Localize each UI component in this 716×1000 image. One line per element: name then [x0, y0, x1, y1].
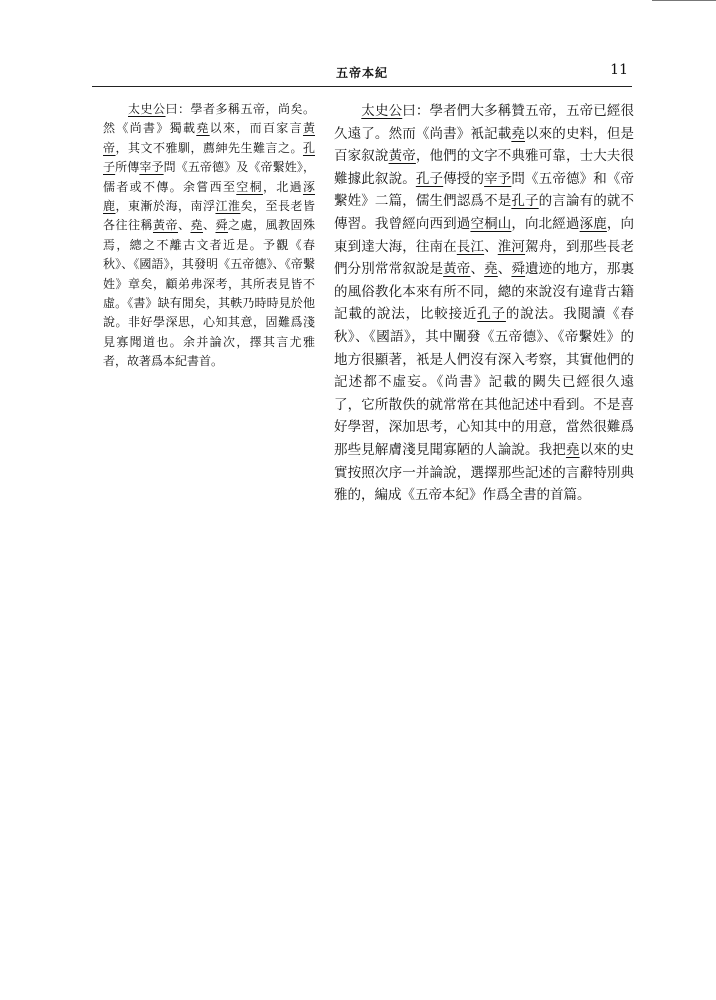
text-run: 的說法。我閱讀《春秋》、《國語》，其中闡發《五帝德》、《帝繫姓》的地方很顯著，衹是人們沒有深入考察，其實他們的記述都不虛妄。《尚書》記載的闕失已經很久遠了，它所散佚的就常常在其他記述中看到。不是喜好學習，深加思考，心知其中的用意，當然很難爲那些見解膚淺見聞寡陋的人論說。我把 — [334, 306, 635, 458]
proper-noun: 江淮 — [215, 199, 241, 214]
text-run: ，其文不雅馴，薦紳先生難言之。 — [115, 140, 303, 155]
proper-noun: 黃帝 — [152, 218, 178, 233]
text-run: 、 — [497, 261, 512, 278]
proper-noun: 堯 — [196, 121, 210, 136]
text-run: 的言論有的就不傳習。我曾經向西到過 — [334, 193, 635, 232]
text-run: 、 — [177, 218, 191, 233]
text-run: 問《五帝德》及《帝繫姓》，儒者或不傳。余嘗西至 — [103, 160, 315, 194]
text-run: 曰：學者多稱五帝，尚矣。然《尚書》獨載 — [103, 102, 315, 136]
proper-noun: 太史公 — [361, 103, 403, 119]
proper-noun: 孔子 — [415, 170, 444, 187]
proper-noun: 堯 — [511, 125, 526, 142]
text-run: 所傳 — [115, 160, 140, 175]
text-run: 、 — [484, 238, 498, 255]
text-run: 之處，風教固殊焉，總之不離古文者近是。予觀《春秋》、《國語》，其發明《五帝德》、《帝繫姓》章矣，顧弟弗深考，其所表見皆不虛。《書》缺有閒矣，其軼乃時時見於他說。非好學深思，心知其意，固難爲淺見寡聞道也。余并論次，擇其言尤雅者，故著爲本紀書首。 — [103, 218, 315, 369]
text-run: 曰：學者們大多稱贊五帝，五帝已經很久遠了。然而《尚書》衹記載 — [334, 103, 635, 142]
text-run: ，東漸於海，南浮 — [115, 199, 216, 214]
proper-noun: 淮河 — [497, 238, 526, 255]
proper-noun: 黃帝 — [388, 148, 416, 165]
text-run: 矣，至長老皆各往往稱 — [103, 199, 315, 233]
text-run — [334, 103, 361, 119]
running-title: 五帝本紀 — [335, 66, 388, 80]
proper-noun: 宰予 — [484, 170, 512, 187]
translation-paragraph — [334, 100, 634, 507]
text-run: 、 — [202, 218, 216, 233]
original-text-column — [103, 100, 315, 372]
text-run: ，北過 — [262, 179, 303, 194]
text-run: 以來，而百家言 — [209, 121, 303, 136]
text-run: 問《五帝德》和《帝繫姓》二篇，儒生們認爲不是 — [334, 170, 635, 210]
proper-noun: 長江 — [456, 238, 485, 255]
proper-noun: 孔子 — [511, 193, 539, 210]
text-run: 傳授的 — [443, 170, 485, 187]
text-run: 、 — [470, 261, 485, 278]
text-run: 駕舟，到那些長老們分別常常叙說是 — [334, 238, 635, 278]
proper-noun: 涿鹿 — [579, 215, 607, 232]
proper-noun: 空桐山 — [470, 215, 512, 232]
proper-noun: 堯 — [190, 218, 203, 233]
proper-noun: 宰予 — [139, 160, 164, 175]
top-edge-rule — [652, 0, 716, 1]
page-header — [92, 58, 632, 87]
translation-column — [334, 100, 634, 507]
text-run: 以來的史實按照次序一并論說，選擇那些記述的言辭特別典雅的，編成《五帝本紀》作爲全書的首篇。 — [334, 441, 635, 504]
text-run: ，他們的文字不典雅可靠，士大夫很難據此叙說。 — [334, 148, 635, 187]
proper-noun: 黃帝 — [443, 261, 471, 278]
proper-noun: 太史公 — [128, 102, 166, 116]
proper-noun: 空桐 — [236, 179, 263, 194]
proper-noun: 舜 — [215, 218, 228, 233]
proper-noun: 堯 — [565, 441, 580, 458]
proper-noun: 孔子 — [477, 306, 506, 323]
proper-noun: 涿鹿 — [103, 179, 315, 214]
proper-noun: 堯 — [484, 261, 498, 278]
page-number: 11 — [610, 62, 628, 78]
proper-noun: 黃帝 — [103, 121, 315, 155]
text-run: ，向北經過 — [511, 215, 580, 232]
text-run: 遺迹的地方，那裏的風俗教化本來有所不同，總的來說沒有違背古籍記載的說法，比較接近 — [334, 261, 635, 323]
proper-noun: 孔子 — [103, 140, 315, 175]
text-run: ，向東到達大海，往南在 — [334, 215, 635, 255]
text-run: 以來的史料，但是百家叙說 — [334, 125, 635, 165]
text-run — [103, 102, 128, 116]
proper-noun: 舜 — [511, 261, 526, 278]
original-paragraph — [103, 100, 315, 372]
